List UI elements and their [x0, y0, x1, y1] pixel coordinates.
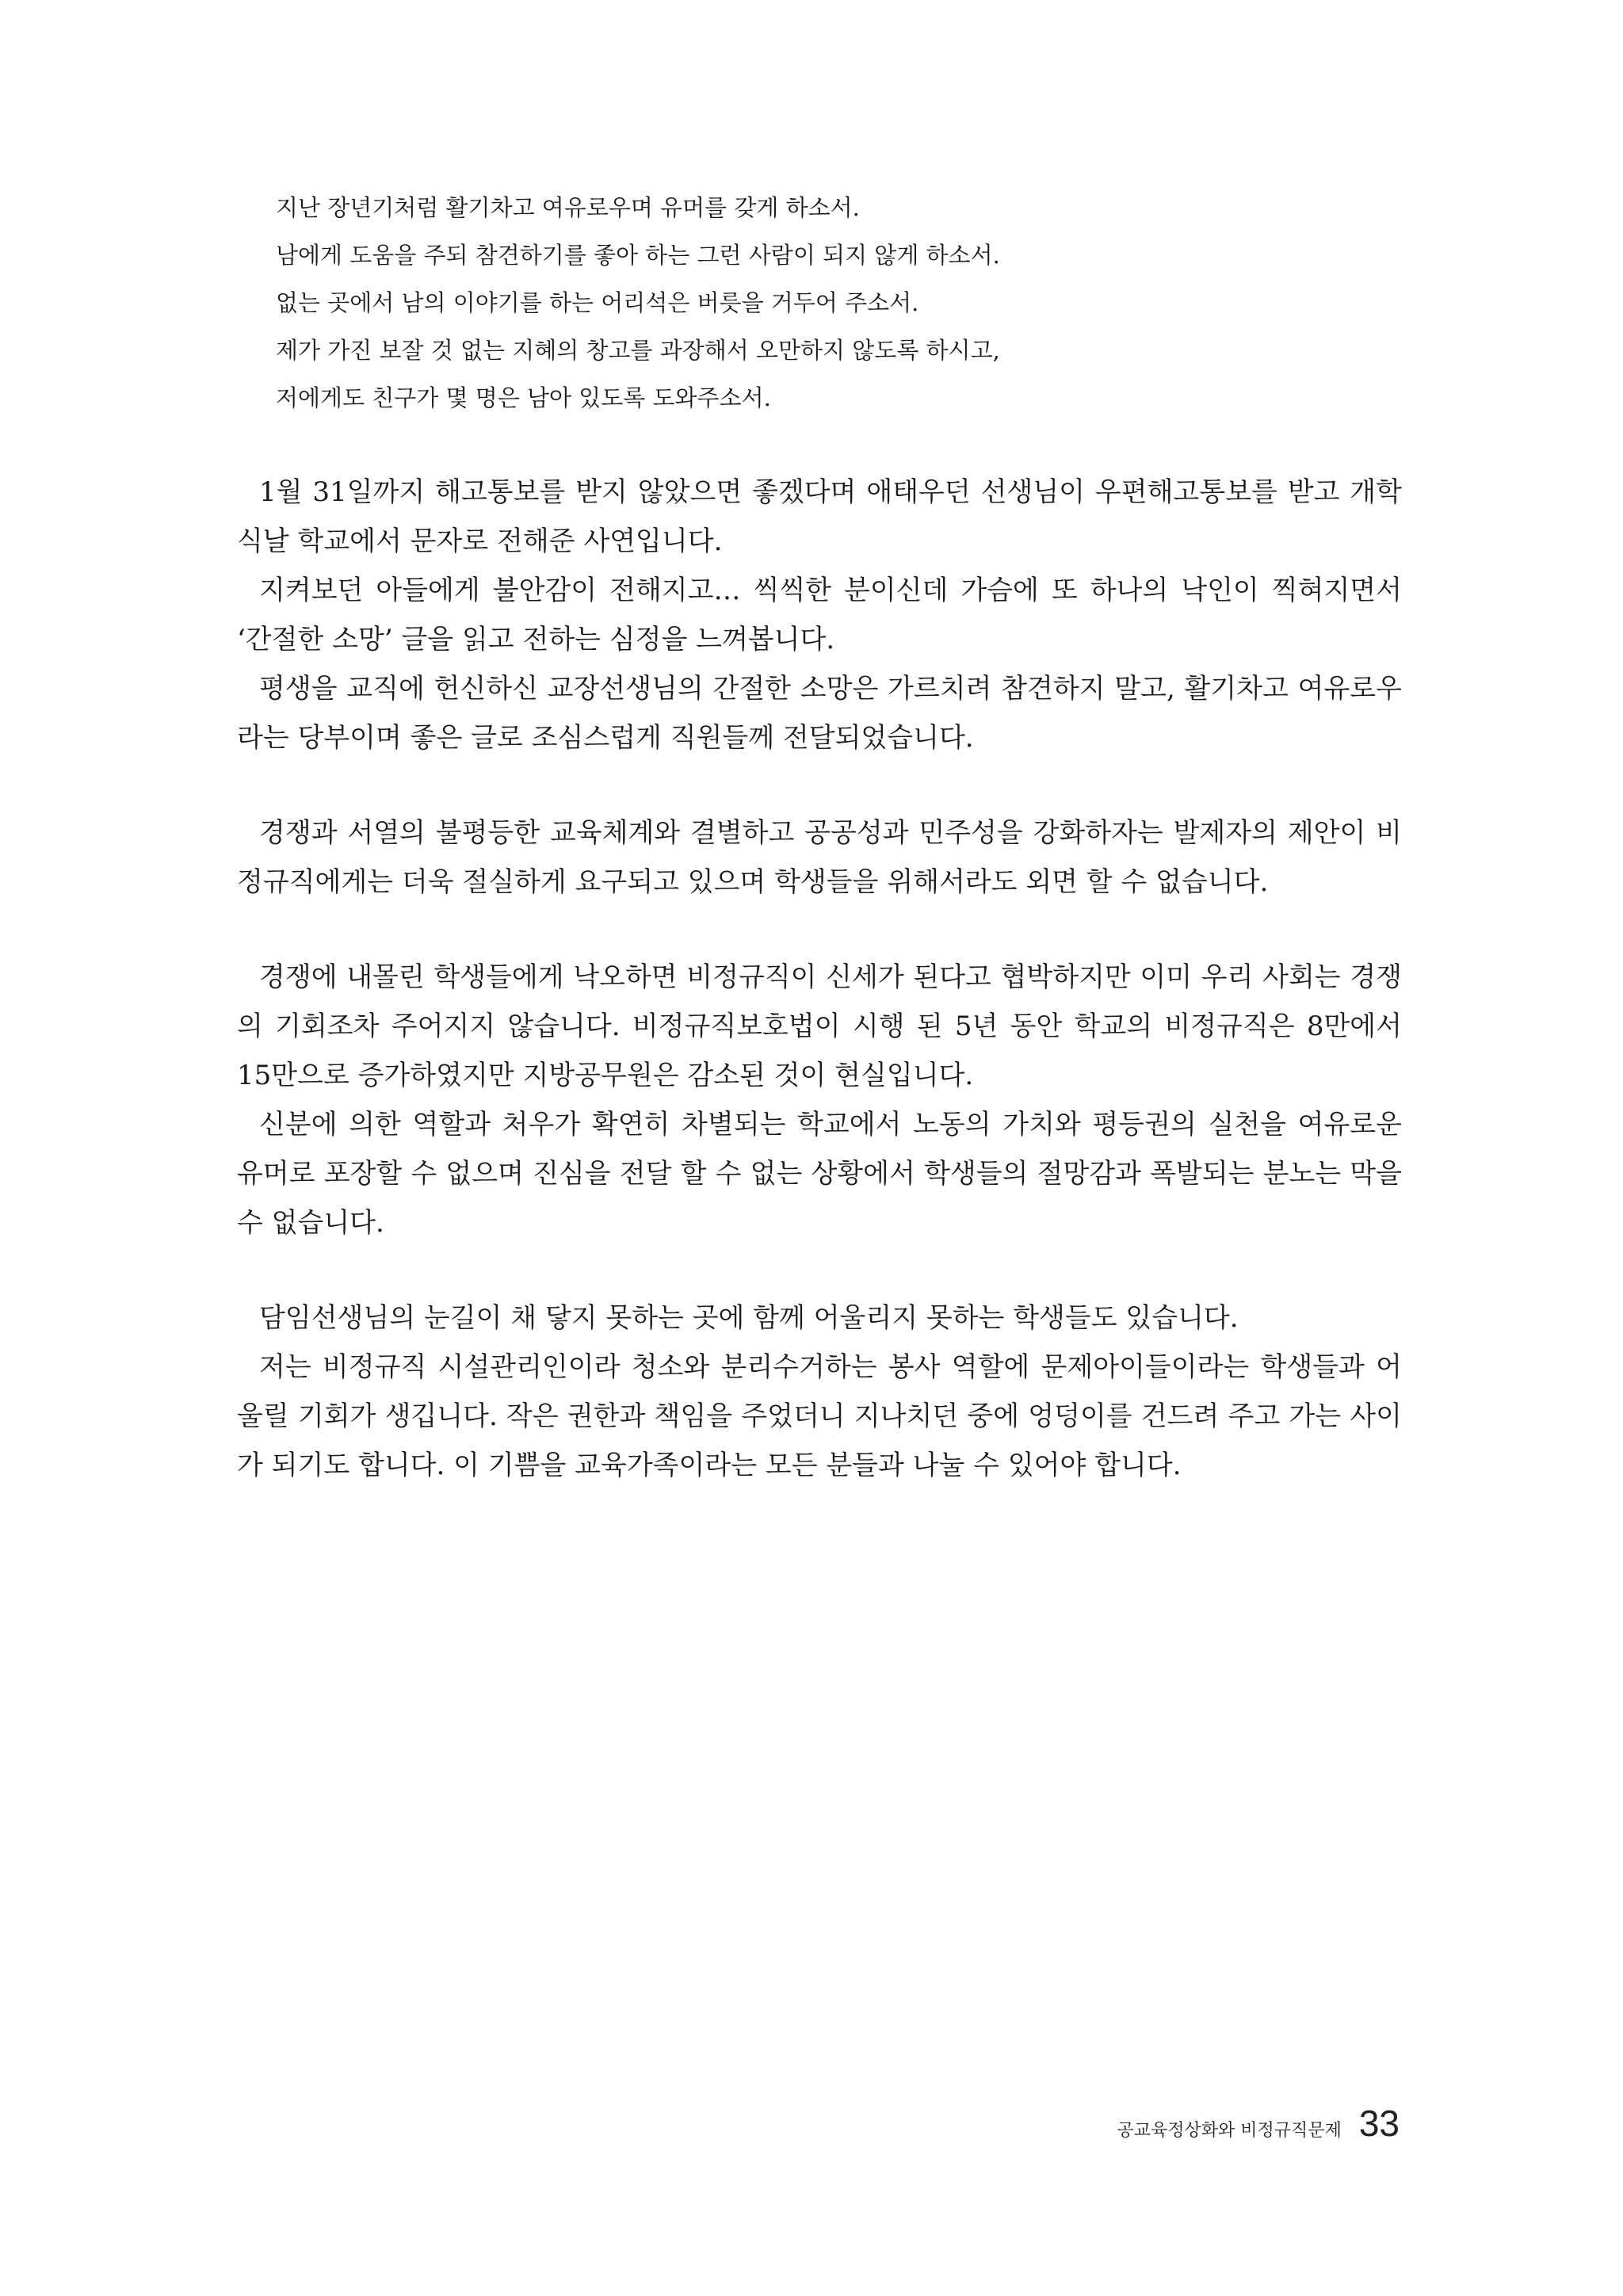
page-footer: [1117, 2102, 1400, 2145]
paragraph: 경쟁에 내몰린 학생들에게 낙오하면 비정규직이 신세가 된다고 협박하지만 이미 우리 사회는 경쟁의 기회조차 주어지지 않습니다. 비정규직보호법이 시행 된 5년 동안 학교의 비정규직은 8만에서 15만으로 증가하였지만 지방공무원은 감소된 것이 현실입니다.: [237, 961, 1402, 1091]
body-text: [237, 468, 1402, 1490]
section-competition: [237, 953, 1402, 1247]
section-proposal: [237, 808, 1402, 907]
poem-line: 지난 장년기처럼 활기차고 여유로우며 유머를 갖게 하소서.: [276, 194, 860, 221]
poem-line: 없는 곳에서 남의 이야기를 하는 어리석은 버릇을 거두어 주소서.: [276, 289, 919, 316]
poem-line: 남에게 도움을 주되 참견하기를 좋아 하는 그런 사람이 되지 않게 하소서.: [276, 242, 1000, 269]
section-gap: [237, 1247, 1402, 1293]
section-gap: [237, 762, 1402, 808]
paragraph: 1월 31일까지 해고통보를 받지 않았으면 좋겠다며 애태우던 선생님이 우편해고통보를 받고 개학식날 학교에서 문자로 전해준 사연입니다.: [237, 476, 1402, 557]
section-students: [237, 1293, 1402, 1490]
paragraph: 담임선생님의 눈길이 채 닿지 못하는 곳에 함께 어울리지 못하는 학생들도 있습니다.: [259, 1302, 1239, 1334]
paragraph: 신분에 의한 역할과 처우가 확연히 차별되는 학교에서 노동의 가치와 평등권의 실천을 여유로운 유머로 포장할 수 없으며 진심을 전달 할 수 없는 상황에서 학생들의 절망감과 폭발되는 분노는 막을 수 없습니다.: [237, 1109, 1402, 1239]
paragraph: 지켜보던 아들에게 불안감이 전해지고… 씩씩한 분이신데 가슴에 또 하나의 낙인이 찍혀지면서 ‘간절한 소망’ 글을 읽고 전하는 심정을 느껴봅니다.: [237, 575, 1402, 655]
running-title: 공교육정상화와 비정규직문제: [1117, 2121, 1342, 2141]
poem-line: 제가 가진 보잘 것 없는 지혜의 창고를 과장해서 오만하지 않도록 하시고,: [276, 337, 1000, 364]
page-number: 33: [1358, 2103, 1400, 2144]
quoted-poem: [276, 184, 1433, 422]
paragraph: 경쟁과 서열의 불평등한 교육체계와 결별하고 공공성과 민주성을 강화하자는 발제자의 제안이 비정규직에게는 더욱 절실하게 요구되고 있으며 학생들을 위해서라도 외면 할 수 없습니다.: [237, 817, 1402, 898]
paragraph: 저는 비정규직 시설관리인이라 청소와 분리수거하는 봉사 역할에 문제아이들이라는 학생들과 어울릴 기회가 생깁니다. 작은 권한과 책임을 주었더니 지나치던 중에 엉덩이를 건드려 주고 가는 사이가 되기도 합니다. 이 기쁨을 교육가족이라는 모든 분들과 나눌 수 있어야 합니다.: [237, 1351, 1402, 1481]
poem-line: 저에게도 친구가 몇 명은 남아 있도록 도와주소서.: [276, 384, 771, 411]
section-story: [237, 468, 1402, 762]
section-gap: [237, 907, 1402, 953]
paragraph: 평생을 교직에 헌신하신 교장선생님의 간절한 소망은 가르치려 참견하지 말고, 활기차고 여유로우라는 당부이며 좋은 글로 조심스럽게 직원들께 전달되었습니다.: [237, 673, 1402, 754]
